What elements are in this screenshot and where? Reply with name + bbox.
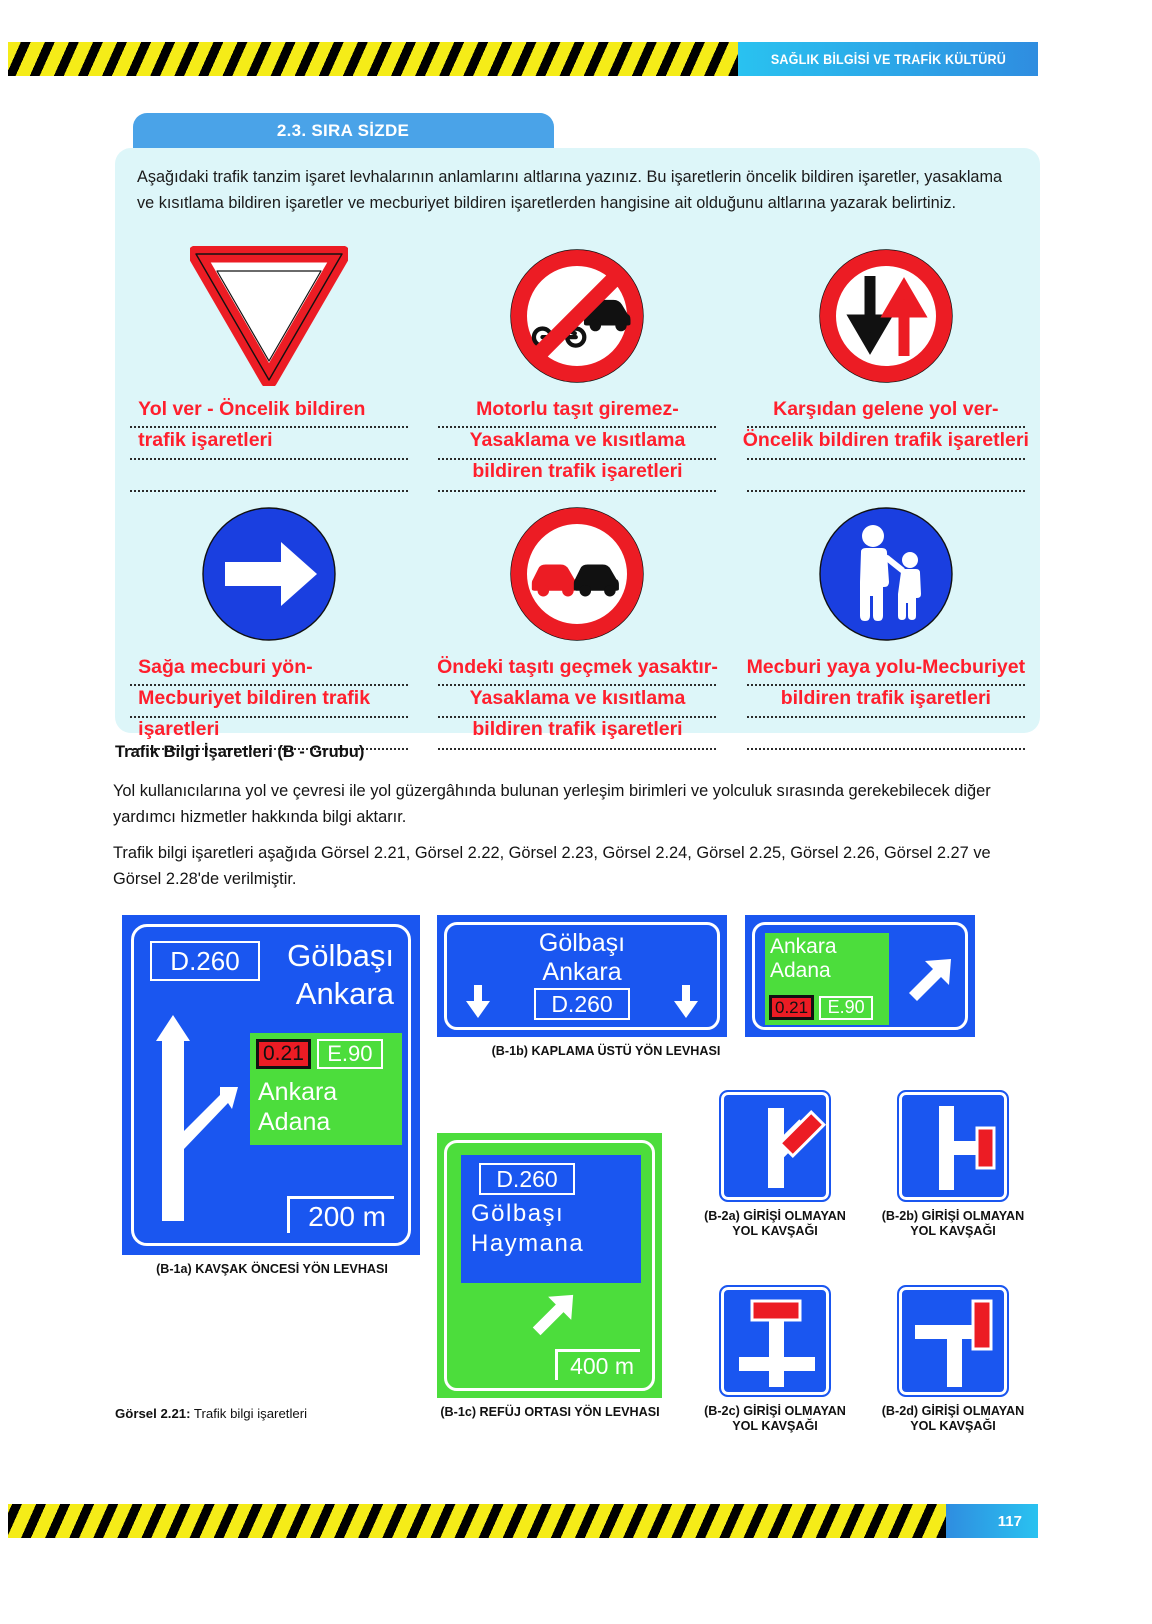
answer-block-6: [741, 654, 1031, 754]
b1a-motorway-destination-2: Adana: [258, 1108, 331, 1136]
b1b-left-destination-2: Ankara: [542, 958, 622, 986]
b1a-destination-1: Gölbaşı: [287, 938, 394, 973]
junction-sign-b2d-wrapper: [878, 1285, 1028, 1435]
give-way-oncoming-traffic-sign: [816, 242, 956, 390]
b1c-caption: (B-1c) REFÜJ ORTASI YÖN LEVHASI: [440, 1405, 660, 1419]
b1c-destination-1: Gölbaşı: [471, 1200, 565, 1227]
junction-sign-b2c-wrapper: [700, 1285, 850, 1435]
sign-cell-pedestrian-path: [732, 500, 1040, 754]
no-motor-vehicles-icon: [507, 246, 647, 386]
section-paragraph-1: Yol kullanıcılarına yol ve çevresi ile yol güzergâhında bulunan yerleşim birimleri ve yolculuk sırasında gerekebilecek diğer yardımcı hizmetler hakkında bilgi aktarır.: [113, 782, 991, 827]
figure-caption-label: Görsel 2.21:: [115, 1406, 191, 1421]
give-way-oncoming-icon: [816, 246, 956, 386]
junction-b2b-caption: (B-2b) GİRİŞİ OLMAYAN YOL KAVŞAĞI: [881, 1209, 1025, 1239]
b1b-right-green-panel: [765, 933, 889, 1025]
answer-block-5: [432, 654, 722, 754]
b1b-left-route-tag: D.260: [534, 988, 630, 1020]
yield-triangle-sign: [190, 242, 348, 390]
answer-text-1: Yol ver - Öncelik bildiren trafik işaretleri: [138, 398, 366, 451]
information-signs-figure: [0, 905, 1152, 1465]
b1c-diagonal-arrow-icon: [527, 1291, 577, 1341]
junction-signs-row-2: [700, 1285, 1028, 1435]
b1b-diagonal-arrow-icon: [903, 955, 955, 1007]
b1a-destination-2: Ankara: [295, 976, 394, 1011]
answer-text-2: Motorlu taşıt giremez-Yasaklama ve kısıtlama bildiren trafik işaretleri: [469, 398, 686, 482]
turn-right-mandatory-sign: [199, 500, 339, 648]
answer-block-3: [741, 396, 1031, 496]
b1c-blue-panel: [461, 1155, 641, 1283]
board-b1b-right: [745, 915, 975, 1037]
figure-caption: [115, 1406, 307, 1421]
junction-b2a-caption: (B-2a) GİRİŞİ OLMAYAN YOL KAVŞAĞI: [704, 1209, 846, 1239]
answer-block-4: [124, 654, 414, 754]
junction-cross-top-no-entry-icon: [719, 1285, 831, 1397]
pedestrian-path-mandatory-sign: [816, 500, 956, 648]
junction-b2d-caption: (B-2d) GİRİŞİ OLMAYAN YOL KAVŞAĞI: [881, 1404, 1025, 1434]
sign-answer-grid: [115, 242, 1040, 754]
b1a-route-tag: D.260: [150, 941, 260, 981]
board-b1a-wrapper: [122, 915, 422, 1277]
b1b-right-destination-1: Ankara: [770, 935, 837, 958]
subject-title: SAĞLIK BİLGİSİ VE TRAFİK KÜLTÜRÜ: [770, 51, 1006, 67]
b1a-motorway-destination-1: Ankara: [258, 1078, 338, 1106]
board-b1c-inner: [444, 1140, 655, 1391]
no-motor-vehicles-sign: [507, 242, 647, 390]
b1c-destination-2: Haymana: [471, 1230, 585, 1257]
answer-block-1: [124, 396, 414, 496]
sign-cell-give-way-oncoming: [732, 242, 1040, 496]
b1a-distance: 200 m: [287, 1196, 394, 1233]
b1a-fork-arrow-icon: [148, 1009, 238, 1221]
sign-cell-yield: [115, 242, 423, 496]
answer-text-4: Sağa mecburi yön-Mecburiyet bildiren trafik işaretleri: [138, 656, 371, 740]
b1b-down-arrow-right-icon: [671, 985, 701, 1019]
board-b1b-wrapper: [437, 915, 977, 1059]
sign-cell-no-motor-vehicles: [423, 242, 731, 496]
b1b-right-distance-tag: 0.21: [769, 995, 814, 1020]
junction-y-right-no-entry-icon: [719, 1090, 831, 1202]
board-b1b-left: [437, 915, 727, 1037]
yield-triangle-icon: [190, 246, 348, 386]
no-overtaking-icon: [507, 504, 647, 644]
b1b-right-destination-2: Adana: [770, 959, 831, 982]
b1a-distance-tag: 0.21: [256, 1039, 311, 1069]
no-overtaking-sign: [507, 500, 647, 648]
junction-t-branch-no-entry-icon: [897, 1285, 1009, 1397]
activity-tab: [133, 113, 553, 148]
section-paragraph-2: Trafik bilgi işaretleri aşağıda Görsel 2.21, Görsel 2.22, Görsel 2.23, Görsel 2.24, Görsel 2.25, Görsel 2.26, Görsel 2.27 ve Görsel 2.28'de verilmiştir.: [113, 844, 991, 889]
answer-block-2: [432, 396, 722, 496]
b1a-motorway-panel: [250, 1033, 402, 1145]
junction-sign-b2b-wrapper: [878, 1090, 1028, 1240]
junction-signs-row-1: [700, 1090, 1028, 1240]
junction-t-right-no-entry-icon: [897, 1090, 1009, 1202]
activity-title: 2.3. SIRA SİZDE: [276, 120, 410, 140]
subject-header-tab: [738, 42, 1038, 76]
b1b-right-route-tag: E.90: [819, 996, 873, 1020]
b1b-down-arrow-left-icon: [463, 985, 493, 1019]
b1c-distance: 400 m: [555, 1349, 640, 1380]
board-b1b-left-inner: [444, 922, 720, 1030]
board-b1c: [437, 1133, 662, 1398]
b1b-left-destination-1: Gölbaşı: [538, 929, 626, 957]
b1b-caption: (B-1b) KAPLAMA ÜSTÜ YÖN LEVHASI: [491, 1044, 721, 1058]
board-b1a-inner: [131, 924, 411, 1246]
junction-b2c-caption: (B-2c) GİRİŞİ OLMAYAN YOL KAVŞAĞI: [704, 1404, 846, 1434]
activity-box: [115, 148, 1040, 740]
board-b1a: [122, 915, 420, 1255]
answer-text-6: Mecburi yaya yolu-Mecburiyet bildiren trafik işaretleri: [746, 656, 1026, 709]
turn-right-arrow-icon: [199, 504, 339, 644]
answer-text-5: Öndeki taşıtı geçmek yasaktır-Yasaklama ve kısıtlama bildiren trafik işaretleri: [437, 656, 718, 740]
hazard-stripe-bottom: [8, 1504, 946, 1538]
answer-text-3: Karşıdan gelene yol ver-Öncelik bildiren trafik işaretleri: [742, 398, 1029, 451]
junction-sign-b2a-wrapper: [700, 1090, 850, 1240]
activity-instructions: Aşağıdaki trafik tanzim işaret levhalarının anlamlarını altlarına yazınız. Bu işaretlerin öncelik bildiren işaretler, yasaklama ve kısıtlama bildiren işaretler ve mecburiyet bildiren işaretlerden hangisine ait olduğunu altlarına yazarak belirtiniz.: [137, 168, 1003, 213]
board-b1b-right-inner: [752, 922, 968, 1030]
page-number: 117: [946, 1504, 1038, 1538]
b1a-motorway-route-tag: E.90: [317, 1039, 383, 1069]
pedestrian-path-icon: [816, 504, 956, 644]
section-heading: Trafik Bilgi İşaretleri (B - Grubu): [115, 743, 365, 761]
b1c-route-tag: D.260: [479, 1163, 575, 1195]
board-b1c-wrapper: [437, 1133, 663, 1420]
hazard-stripe-top: [8, 42, 738, 76]
figure-caption-text: Trafik bilgi işaretleri: [190, 1406, 308, 1421]
sign-cell-no-overtaking: [423, 500, 731, 754]
sign-cell-turn-right: [115, 500, 423, 754]
b1a-caption: (B-1a) KAVŞAK ÖNCESİ YÖN LEVHASI: [156, 1262, 388, 1276]
